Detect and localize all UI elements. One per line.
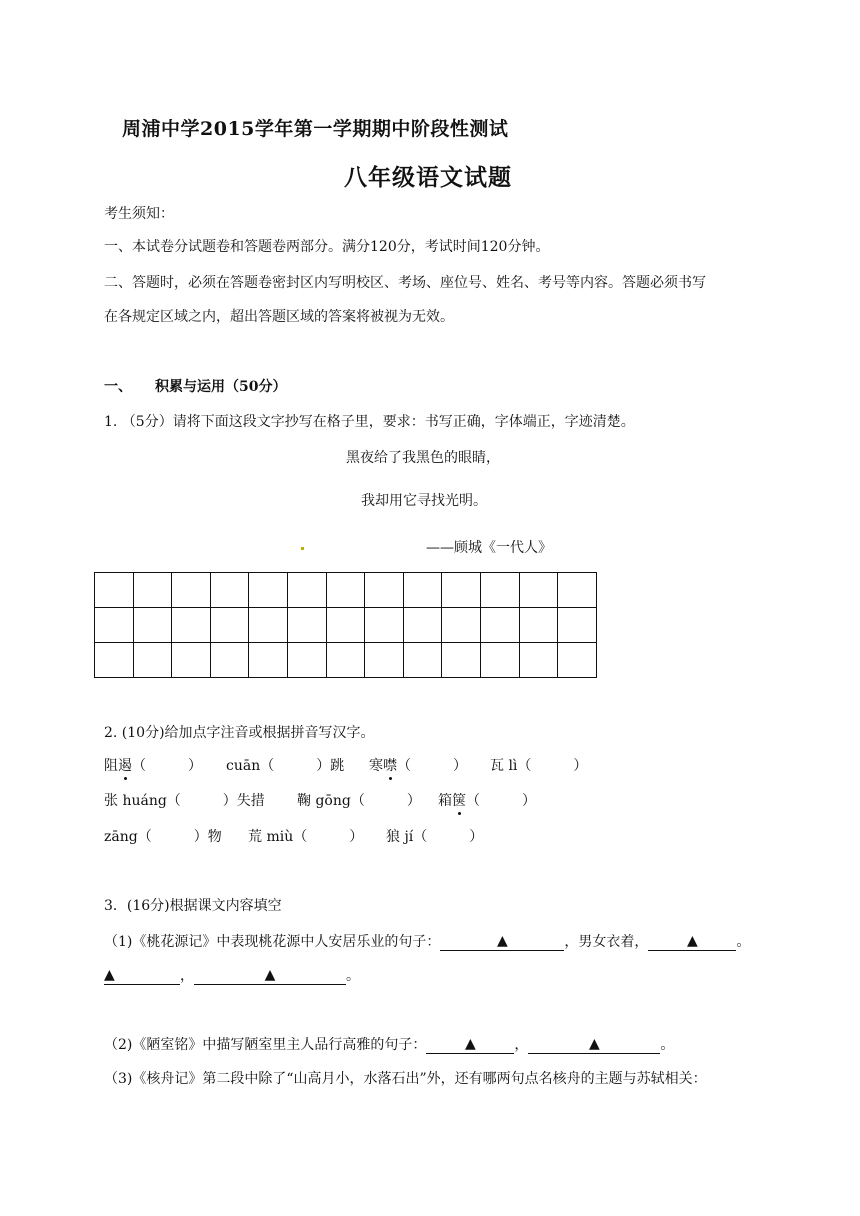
section-number: 一、 [104,379,132,395]
notice-line-2a: 二、答题时，必须在答题卷密封区内写明校区、考场、座位号、姓名、考号等内容。答题必须书写 [104,275,706,291]
answer-blank[interactable]: ▲ [528,1036,660,1054]
grid-cell[interactable] [249,608,288,643]
grid-cell[interactable] [326,643,365,678]
grid-cell[interactable] [519,608,558,643]
grid-cell[interactable] [287,608,326,643]
grid-cell[interactable] [172,643,211,678]
notice-line-2b: 在各规定区域之内，超出答题区域的答案将被视为无效。 [104,309,454,325]
grid-cell[interactable] [519,643,558,678]
grid-cell[interactable] [95,573,134,608]
grid-row [95,573,597,608]
grid-cell[interactable] [95,643,134,678]
q3-part-2: （2)《陋室铭》中描写陋室里主人品行高雅的句子： ▲ ， ▲ 。 [104,1036,675,1053]
notice-line-1: 一、本试卷分试题卷和答题卷两部分。满分120分，考试时间120分钟。 [104,239,550,255]
grid-row [95,643,597,678]
answer-blank[interactable]: ▲ [440,933,564,951]
grid-cell[interactable] [287,573,326,608]
grid-cell[interactable] [172,573,211,608]
dotted-char: 遏 [118,755,132,775]
writing-grid [94,572,597,678]
grid-cell[interactable] [287,643,326,678]
section-title: 积累与运用（50分） [155,379,287,395]
grid-cell[interactable] [249,643,288,678]
q3-part-1-line-2: ▲ ， ▲ 。 [104,967,360,984]
q2-prompt: 2. (10分)给加点字注音或根据拼音写汉字。 [104,725,375,741]
grid-cell[interactable] [249,573,288,608]
q3-part-1-line-1: （1)《桃花源记》中表现桃花源中人安居乐业的句子： ▲ ，男女衣着， ▲ 。 [104,933,751,950]
grid-cell[interactable] [558,643,597,678]
grid-cell[interactable] [558,608,597,643]
grid-cell[interactable] [326,573,365,608]
grid-cell[interactable] [519,573,558,608]
school-title: 周浦中学2015学年第一学期期中阶段性测试 [122,118,509,140]
grid-cell[interactable] [403,608,442,643]
grid-cell[interactable] [133,643,172,678]
grid-cell[interactable] [95,608,134,643]
q2-item-4: 瓦 lì（ ） [490,758,588,774]
exam-title: 八年级语文试题 [344,164,512,191]
q2-item-3: 寒噤（ ） [369,755,467,775]
grid-cell[interactable] [442,643,481,678]
stray-mark [301,547,304,550]
q2-item-2: cuān（ ）跳 [226,758,345,774]
grid-cell[interactable] [403,573,442,608]
q3-prompt: 3．(16分)根据课文内容填空 [104,898,282,914]
q2-item-8: zāng（ ）物 [104,829,222,845]
dotted-char: 噤 [383,755,397,775]
grid-cell[interactable] [558,573,597,608]
grid-cell[interactable] [133,573,172,608]
answer-blank[interactable]: ▲ [194,967,346,985]
grid-cell[interactable] [210,608,249,643]
answer-blank[interactable]: ▲ [648,933,736,951]
q2-item-1: 阻遏（ ） [104,755,202,775]
grid-cell[interactable] [210,643,249,678]
poem-line-2: 我却用它寻找光明。 [361,493,487,509]
grid-cell[interactable] [442,608,481,643]
grid-cell[interactable] [480,608,519,643]
q3-part-3: （3)《核舟记》第二段中除了“山高月小，水落石出”外，还有哪两句点名核舟的主题与苏轼相关： [104,1071,707,1087]
q2-item-6: 鞠 gōng（ ） [297,793,421,809]
grid-cell[interactable] [133,608,172,643]
grid-cell[interactable] [210,573,249,608]
q2-item-5: 张 huáng（ ）失措 [104,793,265,809]
q1-prompt: 1. （5分）请将下面这段文字抄写在格子里，要求：书写正确，字体端正，字迹清楚。 [104,414,635,430]
q2-item-9: 荒 miù（ ） [248,829,364,845]
answer-blank[interactable]: ▲ [426,1036,514,1054]
grid-cell[interactable] [365,643,404,678]
q2-item-7: 箱箧（ ） [438,790,536,810]
grid-cell[interactable] [365,573,404,608]
poem-line-1: 黑夜给了我黑色的眼睛， [346,450,500,466]
grid-row [95,608,597,643]
grid-cell[interactable] [326,608,365,643]
q2-item-10: 狼 jí（ ） [386,829,484,845]
grid-cell[interactable] [172,608,211,643]
dotted-char: 箧 [452,790,466,810]
grid-cell[interactable] [480,643,519,678]
grid-cell[interactable] [480,573,519,608]
answer-blank[interactable]: ▲ [104,967,180,985]
grid-cell[interactable] [442,573,481,608]
grid-cell[interactable] [403,643,442,678]
notice-heading: 考生须知： [104,206,174,222]
grid-cell[interactable] [365,608,404,643]
poem-source: ——顾城《一代人》 [426,540,552,556]
